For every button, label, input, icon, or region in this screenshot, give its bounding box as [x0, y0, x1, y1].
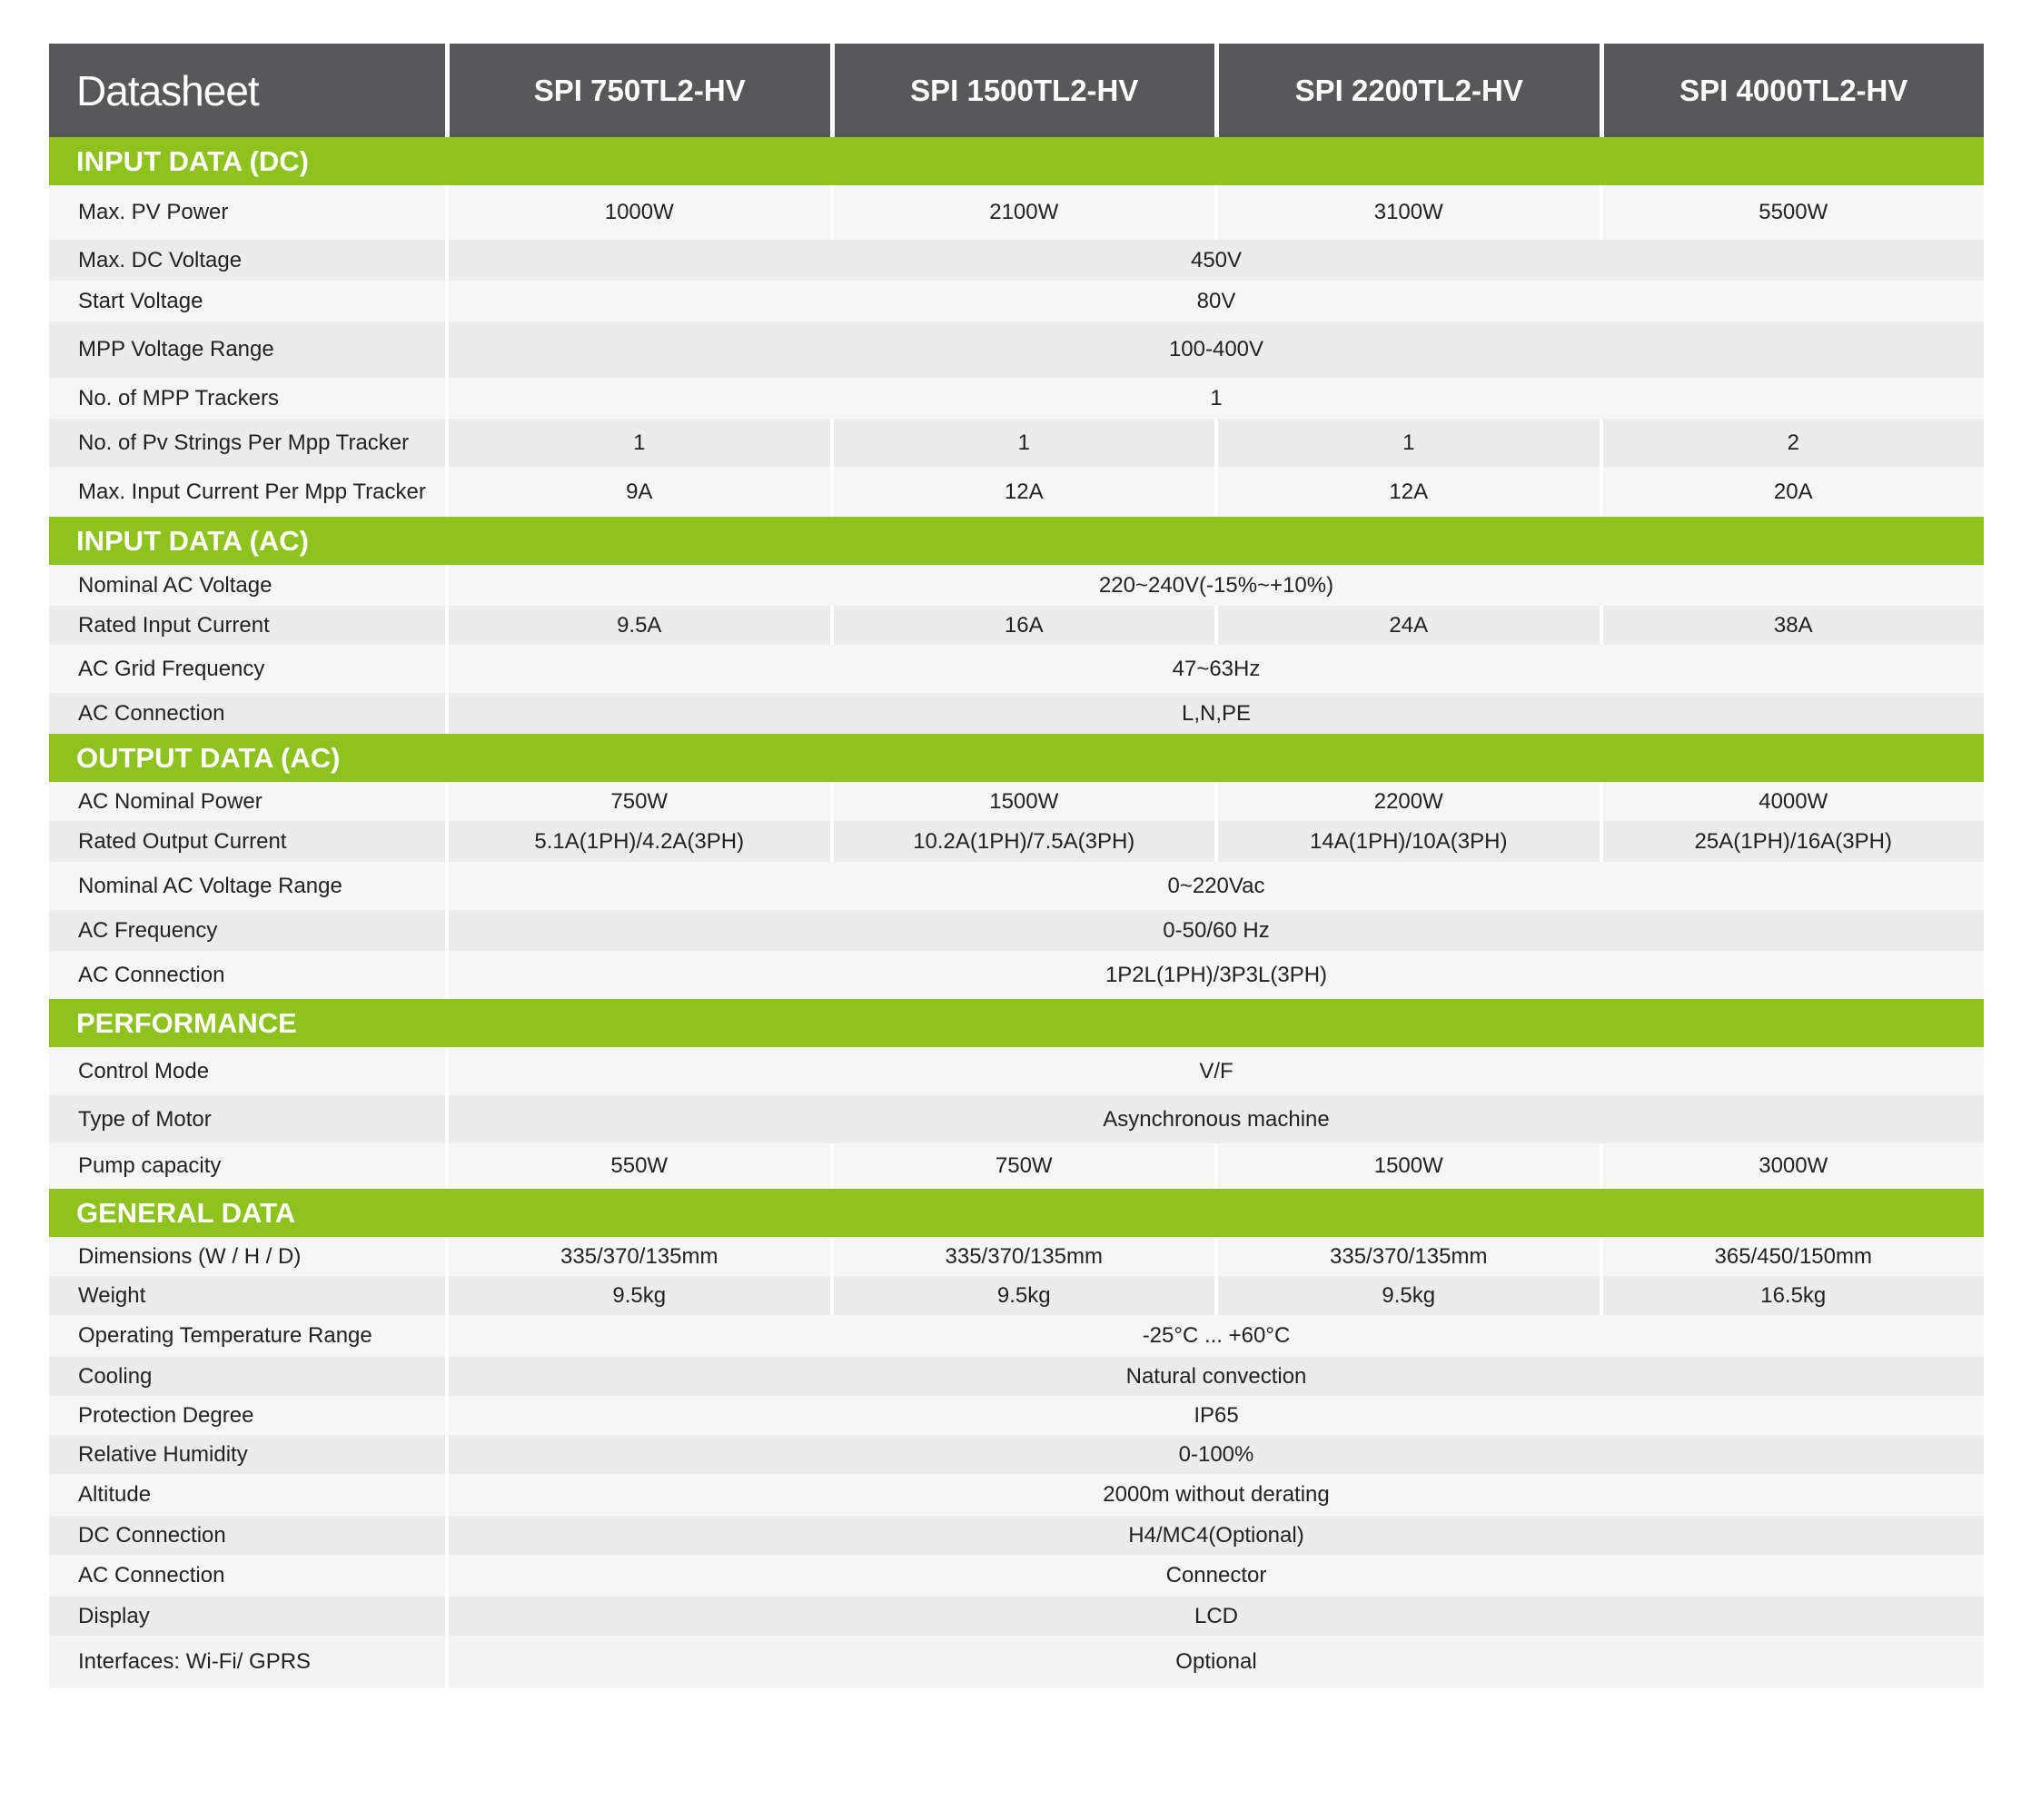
spec-label: Max. PV Power: [49, 185, 445, 240]
spec-row-dimensions-w-h-d: [49, 1237, 1984, 1276]
spec-label: Protection Degree: [49, 1396, 445, 1435]
spec-row-pump-capacity: [49, 1143, 1984, 1189]
spec-value-model-1: 9.5A: [445, 606, 830, 645]
spec-value-all-models: 1P2L(1PH)/3P3L(3PH): [445, 951, 1984, 999]
spec-value-all-models: 2000m without derating: [445, 1474, 1984, 1516]
spec-row-start-voltage: [49, 281, 1984, 321]
spec-value-model-3: 1500W: [1214, 1143, 1600, 1189]
spec-value-model-3: 2200W: [1214, 782, 1600, 821]
spec-value-model-1: 335/370/135mm: [445, 1237, 830, 1276]
spec-value-model-1: 1000W: [445, 185, 830, 240]
spec-value-all-models: 47~63Hz: [445, 645, 1984, 693]
spec-value-all-models: 100-400V: [445, 321, 1984, 378]
spec-label: Nominal AC Voltage Range: [49, 862, 445, 910]
section-header-input-data-ac: [49, 517, 1984, 565]
spec-label: AC Nominal Power: [49, 782, 445, 821]
spec-value-model-2: 1500W: [830, 782, 1215, 821]
spec-label: Max. Input Current Per Mpp Tracker: [49, 467, 445, 517]
spec-value-model-1: 750W: [445, 782, 830, 821]
spec-value-all-models: IP65: [445, 1396, 1984, 1435]
spec-value-model-3: 24A: [1214, 606, 1600, 645]
spec-value-model-4: 365/450/150mm: [1600, 1237, 1985, 1276]
spec-value-all-models: 80V: [445, 281, 1984, 321]
spec-row-nominal-ac-voltage-range: [49, 862, 1984, 910]
spec-label: Pump capacity: [49, 1143, 445, 1189]
spec-value-all-models: H4/MC4(Optional): [445, 1516, 1984, 1555]
spec-row-ac-nominal-power: [49, 782, 1984, 821]
spec-value-model-2: 12A: [830, 467, 1215, 517]
spec-row-rated-output-current: [49, 821, 1984, 862]
spec-row-ac-frequency: [49, 910, 1984, 951]
spec-value-all-models: Asynchronous machine: [445, 1095, 1984, 1143]
spec-value-all-models: 0-100%: [445, 1435, 1984, 1474]
spec-row-control-mode: [49, 1047, 1984, 1095]
header-row: [49, 44, 1984, 137]
spec-value-model-2: 335/370/135mm: [830, 1237, 1215, 1276]
spec-value-model-4: 2: [1600, 419, 1985, 467]
spec-row-weight: [49, 1276, 1984, 1315]
section-title: INPUT DATA (AC): [49, 517, 1984, 565]
datasheet-body: [49, 137, 1984, 1688]
spec-row-ac-connection: [49, 693, 1984, 734]
spec-label: AC Connection: [49, 951, 445, 999]
spec-label: Rated Input Current: [49, 606, 445, 645]
spec-label: Weight: [49, 1276, 445, 1315]
spec-label: Control Mode: [49, 1047, 445, 1095]
spec-label: No. of MPP Trackers: [49, 378, 445, 419]
spec-row-max-dc-voltage: [49, 240, 1984, 281]
spec-value-model-4: 5500W: [1600, 185, 1985, 240]
section-header-performance: [49, 999, 1984, 1047]
spec-value-model-3: 335/370/135mm: [1214, 1237, 1600, 1276]
spec-value-all-models: 220~240V(-15%~+10%): [445, 565, 1984, 606]
spec-value-model-2: 16A: [830, 606, 1215, 645]
spec-row-max-input-current-per-mpp-tracker: [49, 467, 1984, 517]
section-title: INPUT DATA (DC): [49, 137, 1984, 185]
datasheet-title: Datasheet: [49, 44, 445, 137]
spec-value-model-3: 3100W: [1214, 185, 1600, 240]
spec-row-altitude: [49, 1474, 1984, 1516]
spec-row-dc-connection: [49, 1516, 1984, 1555]
spec-value-model-1: 1: [445, 419, 830, 467]
spec-row-max-pv-power: [49, 185, 1984, 240]
spec-row-relative-humidity: [49, 1435, 1984, 1474]
spec-value-all-models: Connector: [445, 1555, 1984, 1597]
section-header-output-data-ac: [49, 734, 1984, 782]
spec-row-operating-temperature-range: [49, 1315, 1984, 1357]
spec-row-ac-connection: [49, 1555, 1984, 1597]
spec-label: MPP Voltage Range: [49, 321, 445, 378]
spec-value-all-models: Optional: [445, 1636, 1984, 1688]
spec-value-all-models: 450V: [445, 240, 1984, 281]
spec-value-model-4: 4000W: [1600, 782, 1985, 821]
spec-value-model-2: 1: [830, 419, 1215, 467]
spec-value-all-models: Natural convection: [445, 1357, 1984, 1396]
spec-label: Nominal AC Voltage: [49, 565, 445, 606]
spec-label: Altitude: [49, 1474, 445, 1516]
spec-value-model-3: 9.5kg: [1214, 1276, 1600, 1315]
spec-row-nominal-ac-voltage: [49, 565, 1984, 606]
spec-row-interfaces-wi-fi-gprs: [49, 1636, 1984, 1688]
spec-value-model-2: 9.5kg: [830, 1276, 1215, 1315]
model-header-4: SPI 4000TL2-HV: [1600, 44, 1985, 137]
spec-value-model-1: 9.5kg: [445, 1276, 830, 1315]
spec-value-model-4: 38A: [1600, 606, 1985, 645]
spec-value-all-models: LCD: [445, 1597, 1984, 1636]
spec-label: Relative Humidity: [49, 1435, 445, 1474]
spec-value-all-models: V/F: [445, 1047, 1984, 1095]
section-header-input-data-dc: [49, 137, 1984, 185]
spec-value-model-2: 750W: [830, 1143, 1215, 1189]
spec-label: Dimensions (W / H / D): [49, 1237, 445, 1276]
spec-label: AC Frequency: [49, 910, 445, 951]
spec-value-model-1: 9A: [445, 467, 830, 517]
spec-label: No. of Pv Strings Per Mpp Tracker: [49, 419, 445, 467]
spec-row-no-of-mpp-trackers: [49, 378, 1984, 419]
spec-row-protection-degree: [49, 1396, 1984, 1435]
spec-value-model-4: 16.5kg: [1600, 1276, 1985, 1315]
spec-label: AC Grid Frequency: [49, 645, 445, 693]
section-title: GENERAL DATA: [49, 1189, 1984, 1237]
section-title: PERFORMANCE: [49, 999, 1984, 1047]
spec-value-model-1: 5.1A(1PH)/4.2A(3PH): [445, 821, 830, 862]
spec-row-mpp-voltage-range: [49, 321, 1984, 378]
spec-label: Rated Output Current: [49, 821, 445, 862]
spec-label: DC Connection: [49, 1516, 445, 1555]
spec-value-model-1: 550W: [445, 1143, 830, 1189]
spec-label: Display: [49, 1597, 445, 1636]
spec-value-model-4: 25A(1PH)/16A(3PH): [1600, 821, 1985, 862]
spec-label: Max. DC Voltage: [49, 240, 445, 281]
spec-label: Type of Motor: [49, 1095, 445, 1143]
spec-value-all-models: 0~220Vac: [445, 862, 1984, 910]
spec-value-model-2: 2100W: [830, 185, 1215, 240]
section-header-general-data: [49, 1189, 1984, 1237]
spec-row-type-of-motor: [49, 1095, 1984, 1143]
spec-value-model-4: 20A: [1600, 467, 1985, 517]
section-title: OUTPUT DATA (AC): [49, 734, 1984, 782]
spec-label: Cooling: [49, 1357, 445, 1396]
spec-value-all-models: -25°C ... +60°C: [445, 1315, 1984, 1357]
spec-row-no-of-pv-strings-per-mpp-tracker: [49, 419, 1984, 467]
model-header-2: SPI 1500TL2-HV: [830, 44, 1215, 137]
spec-label: AC Connection: [49, 693, 445, 734]
spec-label: Operating Temperature Range: [49, 1315, 445, 1357]
model-header-1: SPI 750TL2-HV: [445, 44, 830, 137]
spec-value-all-models: 1: [445, 378, 1984, 419]
spec-value-all-models: 0-50/60 Hz: [445, 910, 1984, 951]
model-header-3: SPI 2200TL2-HV: [1214, 44, 1600, 137]
spec-label: AC Connection: [49, 1555, 445, 1597]
spec-value-model-3: 1: [1214, 419, 1600, 467]
spec-value-model-3: 14A(1PH)/10A(3PH): [1214, 821, 1600, 862]
datasheet-table: [49, 44, 1984, 1688]
spec-label: Interfaces: Wi-Fi/ GPRS: [49, 1636, 445, 1688]
spec-value-model-3: 12A: [1214, 467, 1600, 517]
spec-label: Start Voltage: [49, 281, 445, 321]
spec-value-model-2: 10.2A(1PH)/7.5A(3PH): [830, 821, 1215, 862]
spec-row-rated-input-current: [49, 606, 1984, 645]
spec-row-ac-connection: [49, 951, 1984, 999]
spec-row-cooling: [49, 1357, 1984, 1396]
spec-row-ac-grid-frequency: [49, 645, 1984, 693]
spec-row-display: [49, 1597, 1984, 1636]
spec-value-model-4: 3000W: [1600, 1143, 1985, 1189]
spec-value-all-models: L,N,PE: [445, 693, 1984, 734]
